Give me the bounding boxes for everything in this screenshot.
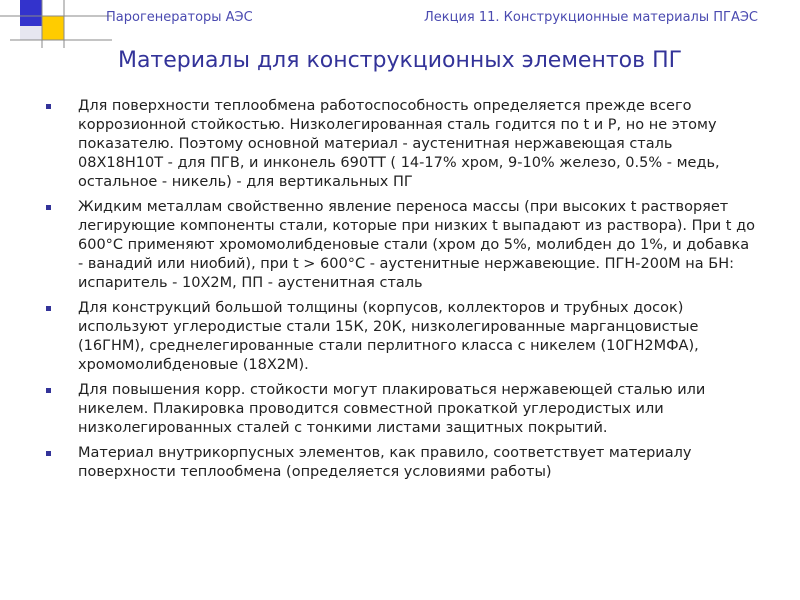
bullet-square-icon bbox=[46, 104, 51, 109]
bullet-text: Для конструкций большой толщины (корпусов, коллекторов и трубных досок) используют углеродистые стали 15К, 20К, низколегированные марганцовистые (16ГНМ), среднелегированные стали перлитного класса с никелем (10ГН2МФА), хромомолибденовые (18Х2М). bbox=[78, 300, 699, 373]
header-course-title: Парогенераторы АЭС bbox=[106, 10, 253, 25]
logo-blue-square bbox=[20, 0, 42, 26]
bullet-square-icon bbox=[46, 451, 51, 456]
header-lecture-title: Лекция 11. Конструкционные материалы ПГАЭС bbox=[424, 10, 758, 25]
bullet-square-icon bbox=[46, 205, 51, 210]
bullet-list bbox=[46, 97, 756, 488]
logo-yellow-square bbox=[42, 16, 64, 40]
logo-squares bbox=[0, 0, 120, 48]
bullet-item bbox=[46, 381, 756, 438]
bullet-text: Материал внутрикорпусных элементов, как правило, соответствует материалу поверхности теплообмена (определяется условиями работы) bbox=[78, 445, 692, 480]
bullet-item bbox=[46, 299, 756, 375]
logo-light-square bbox=[20, 26, 42, 40]
bullet-text: Для поверхности теплообмена работоспособность определяется прежде всего коррозионной стойкостью. Низколегированная сталь годится по t и P, но не этому показателю. Поэтому основной материал - аустенитная нержавеющая сталь 08Х18Н10Т - для ПГВ, и инконель 690ТТ ( 14-17% хром, 9-10% железо, 0.5% - медь, остальное - никель) - для вертикальных ПГ bbox=[78, 98, 720, 190]
bullet-item bbox=[46, 97, 756, 192]
bullet-square-icon bbox=[46, 388, 51, 393]
slide-title: Материалы для конструкционных элементов ПГ bbox=[117, 48, 683, 73]
bullet-text: Для повышения корр. стойкости могут плакироваться нержавеющей сталью или никелем. Плакировка проводится совместной прокаткой углеродистых или низколегированных сталей с тонкими листами защитных покрытий. bbox=[78, 382, 706, 436]
bullet-item bbox=[46, 198, 756, 293]
bullet-item bbox=[46, 444, 756, 482]
bullet-text: Жидким металлам свойственно явление переноса массы (при высоких t растворяет легирующие компоненты стали, которые при низких t выпадают из раствора). При t до 600°С применяют хромомолибденовые стали (хром до 5%, молибден до 1%, и добавка - ванадий или ниобий), при t > 600°С - аустенитные нержавеющие. ПГН-200М на БН: испаритель - 10Х2М, ПП - аустенитная сталь bbox=[78, 199, 755, 291]
bullet-square-icon bbox=[46, 306, 51, 311]
